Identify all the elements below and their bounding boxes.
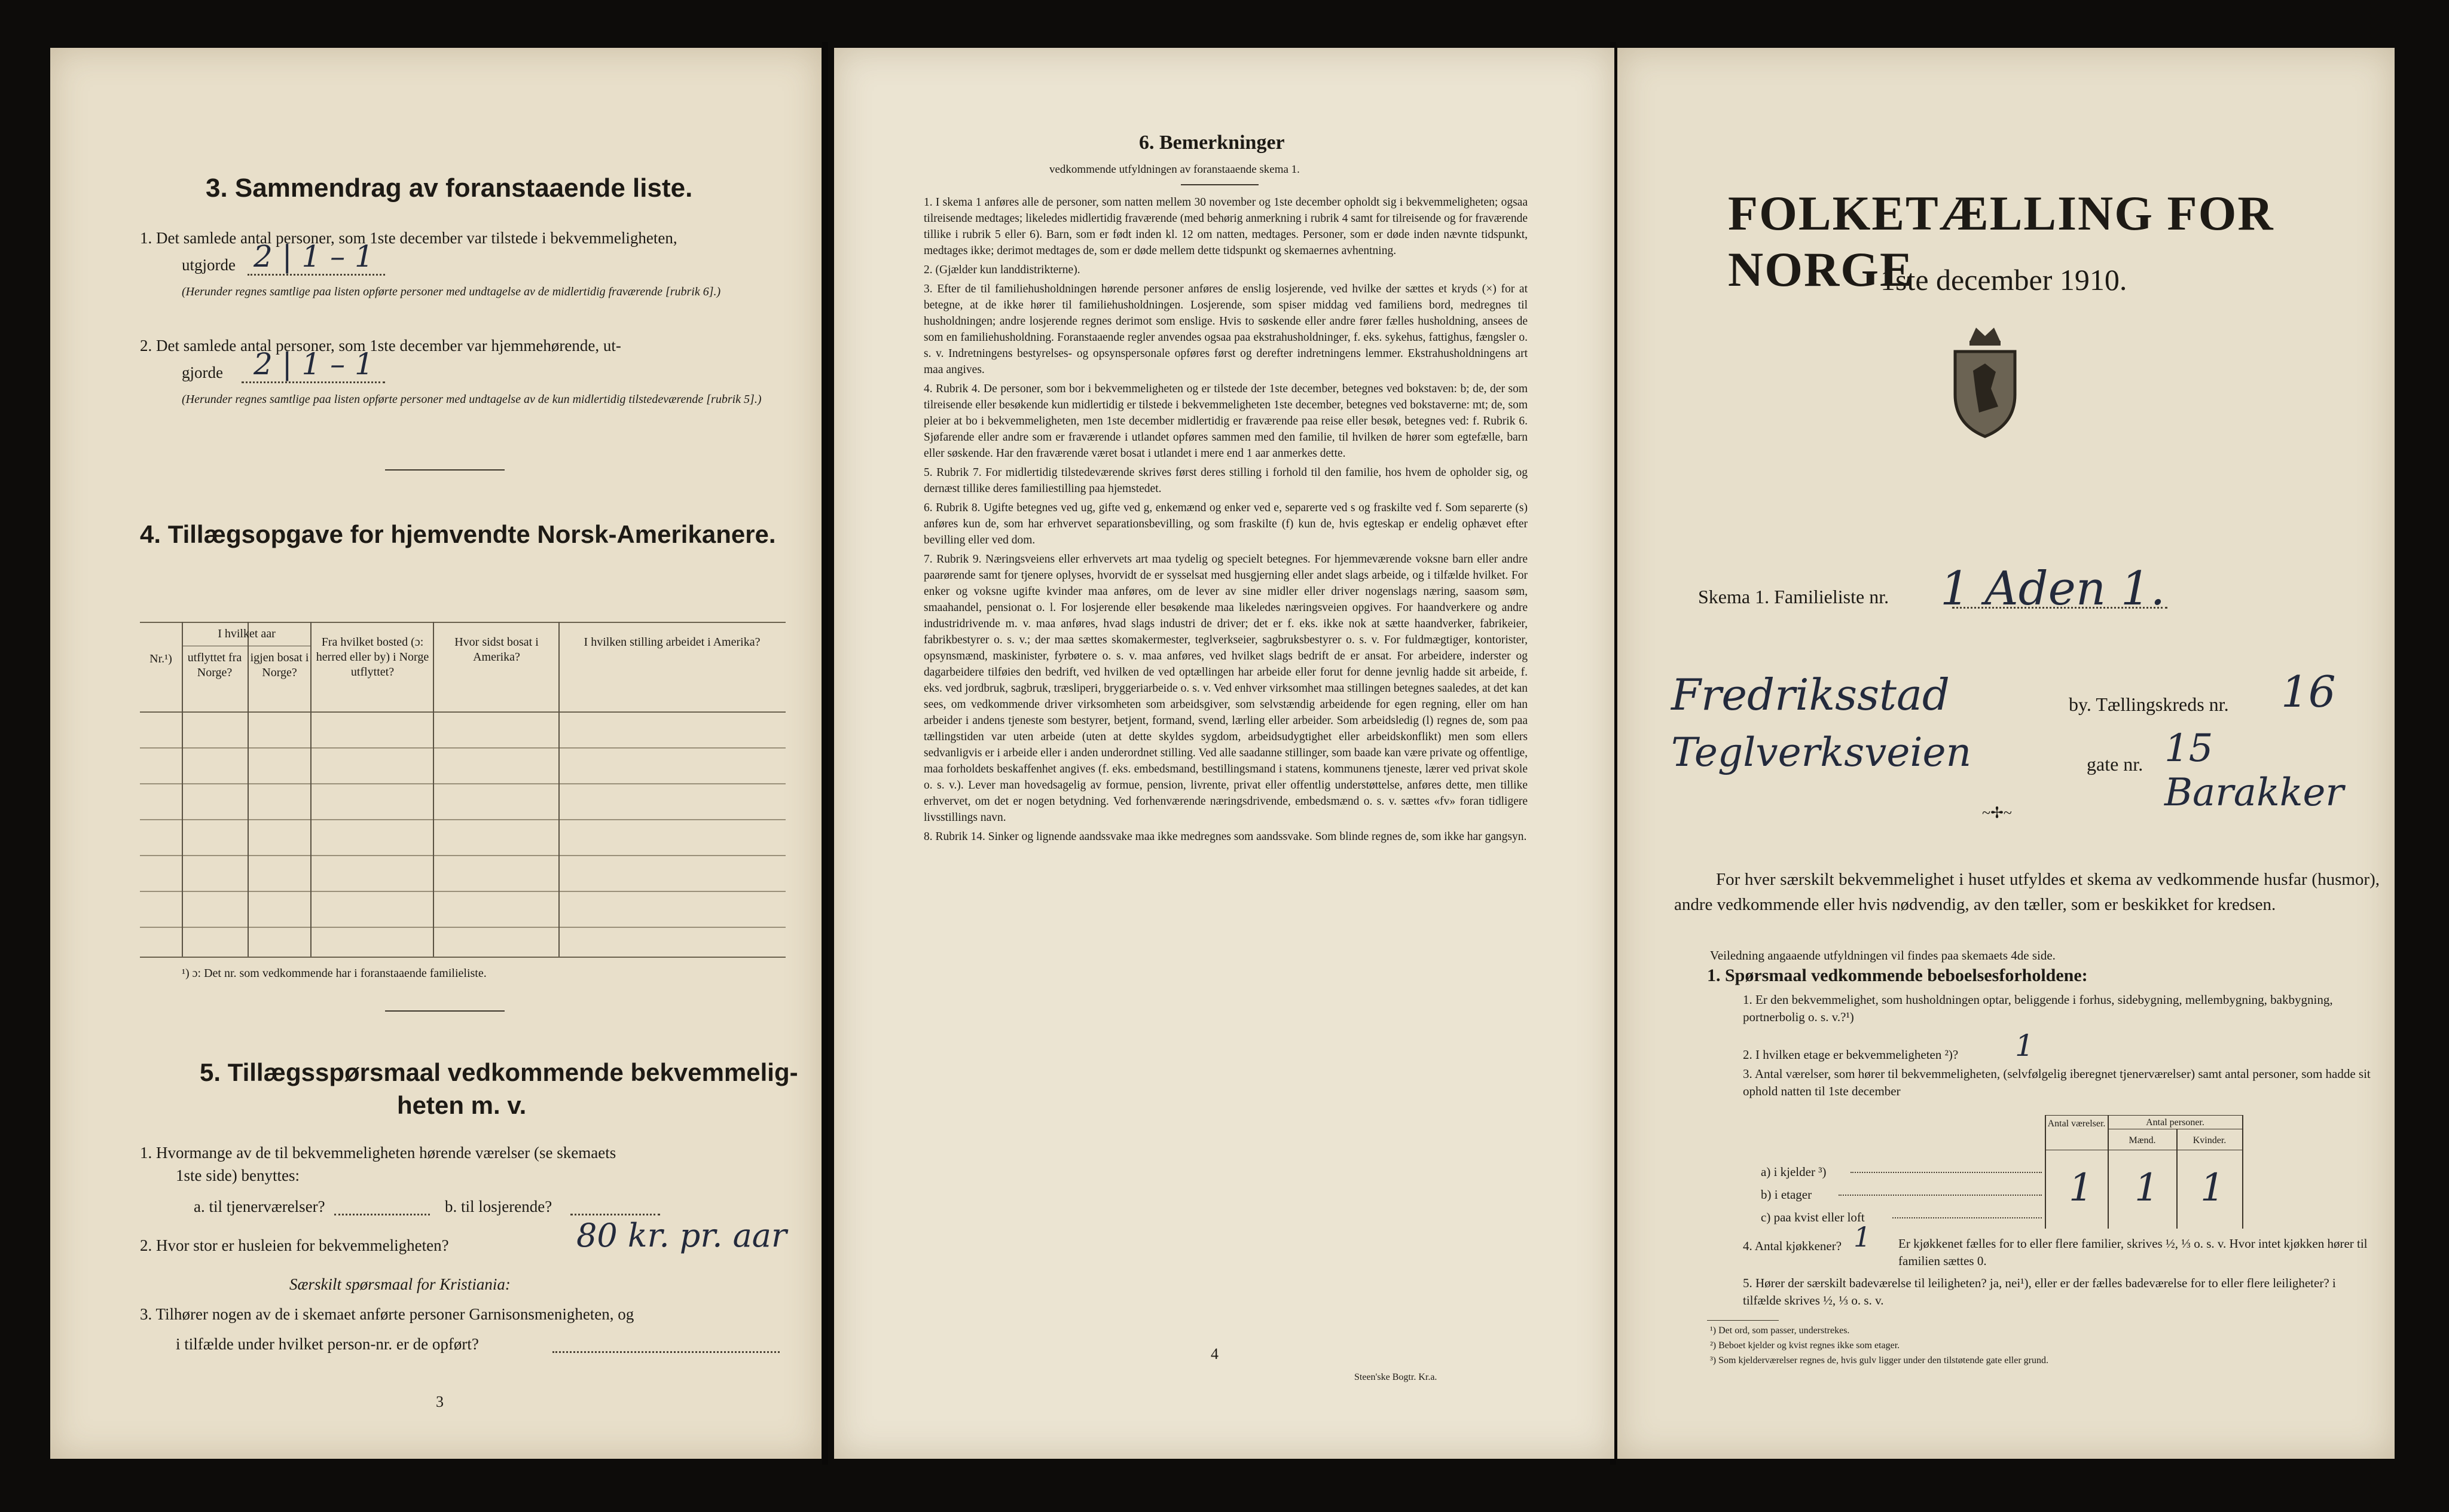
table-rule — [140, 957, 786, 958]
handwritten-rent: 80 kr. pr. aar — [576, 1217, 787, 1254]
gate-label: gate nr. — [2087, 753, 2143, 775]
sec5-q2: 2. Hvor stor er husleien for bekvemmeligheten? — [140, 1236, 449, 1254]
q5: 5. Hører der særskilt badeværelse til leiligheten? ja, nei¹), eller er der fælles badeværelse for to eller flere leiligheter? i tilfælde skrives ½, ⅓ o. s. v. — [1743, 1276, 2336, 1308]
table-rule — [140, 927, 786, 928]
remark-item: 5. Rubrik 7. For midlertidig tilstedeværende skrives først deres stilling i forhold til den familie, hos hvem de opholder sig, og dernæst tillike deres familiestilling paa hjemstedet. — [924, 466, 1528, 495]
remark-item: 6. Rubrik 8. Ugifte betegnes ved ug, gifte ved g, enkemænd og enker ved e, separerte ved s og fraskilte ved f. Som separerte (s) anføres kun de, som har erhvervet separationsbevilling, og som fraskilte (f) kun de, hvis egteskap er endelig ophævet efter bevilling eller ved dom. — [924, 502, 1528, 546]
sec3-line1b: utgjorde — [182, 256, 236, 274]
table-rule — [2045, 1115, 2242, 1116]
page-4 — [834, 48, 1614, 1459]
section-5-title-2: heten m. v. — [397, 1091, 527, 1119]
remark-item: 4. Rubrik 4. De personer, som bor i bekvemmeligheten og er tilstede der 1ste december, betegnes ved bokstaven: b; de, der som tilreisende eller besøkende kun midlertidig er tilstede i bekvemmeligheten 1ste december, betegnes ved bokstaverne: mt; de, som pleier at bo i bekvemmeligheten, men 1ste december midlertidig er fraværende paa reise eller besøk, betegnes ved: f. Rubrik 6. Sjøfarende eller andre som er fraværende i utlandet opføres sammen med den familie, til hvilken de hører som egtefælle, barn eller søskende. Har den fraværende været bosat i utlandet i mere end 1 aar anmerkes dette. — [924, 383, 1528, 460]
footnote-3: ³) Som kjelderværelser regnes de, hvis gulv ligger under den tilstøtende gate eller grund. — [1710, 1355, 2048, 1366]
sec5-q3b: i tilfælde under hvilket person-nr. er de opført? — [176, 1335, 479, 1353]
by-label: by. Tællingskreds nr. — [2069, 694, 2229, 715]
table-rule — [140, 622, 786, 623]
handwritten-gate-nr: 15 Barakker — [2164, 726, 2344, 815]
sec3-note2: (Herunder regnes samtlige paa listen opførte personer med undtagelse av de kun midlertidig tilstedeværende [rubrik 5].) — [182, 393, 762, 406]
handwritten-floor: 1 — [2015, 1028, 2034, 1063]
row-cellar: a) i kjelder ³) — [1761, 1165, 1827, 1179]
q4: 4. Antal kjøkkener? — [1743, 1239, 1842, 1253]
remark-item: 2. (Gjælder kun landdistrikterne). — [924, 264, 1080, 276]
sec3-line2b: gjorde — [182, 364, 223, 381]
th-nr: Nr.¹) — [149, 652, 172, 665]
th-women: Kvinder. — [2193, 1135, 2227, 1146]
skema-label: Skema 1. Familieliste nr. — [1698, 586, 1889, 607]
answer-line — [1892, 1217, 2042, 1218]
handwritten-list-nr: 1 Aden 1. — [1940, 562, 2166, 616]
th-rooms: Antal værelser. — [2047, 1119, 2106, 1129]
answer-line — [242, 381, 385, 383]
handwritten-rooms: 1 — [2069, 1166, 2093, 1210]
th-from: Fra hvilket bosted (ɔ: herred eller by) i Norge utflyttet? — [316, 636, 429, 679]
page-1 — [1617, 48, 2395, 1459]
table-col — [2045, 1115, 2046, 1229]
q2: 2. I hvilken etage er bekvemmeligheten ²)? — [1743, 1047, 1959, 1062]
remark-item: 7. Rubrik 9. Næringsveiens eller erhvervets art maa tydelig og specielt betegnes. For hjemmeværende voksne barn eller andre paarørende samt for tjenere oplyses, hvorvidt de er sysselsat med husgjerning eller andet slags arbeide, og i tilfælde hvilket. For enker og voksne ugifte kvinder maa anføres, om de lever av sine midler eller driver nogenslags næring, saasom søm, smaahandel, pensionat o. l. For losjerende eller besøkende maa likeledes næringsveien opgives. For haandverkere og andre industridrivende m. v. maa anføres, hvad slags industri de driver; det er f. eks. ikke nok at sætte haandverker, fabrikeier, fabrikbestyrer o. s. v.; der maa sættes skomakermester, teglverkseier, sagbruksbestyrer o. s. v. For fuldmægtiger, kontorister, opsynsmænd, maskinister, fyrbøtere o. s. v. maa anføres, ved hvilket slags bedrift de er ansat. For arbeidere, inderster og dagarbeidere tilføies den bedrift, ved hvilken de ved optællingen har arbeide eller forut for denne jevnlig hadde sit arbeide, f. eks. ved jordbruk, sagbruk, træsliperi, bryggeriarbeide o. s. v. Ved enhver virksomhet maa stillingen betegnes saaledes, at det kan sees, om vedkommende driver virksomheten som arbeidsgiver, som selvstændig arbeidende for egen regning, eller om han arbeider i andens tjeneste som bestyrer, betjent, formand, svend, lærling eller arbeider. Som arbeidsledig (l) regnes de, som paa tællingstiden var uten arbeide (uten at dette skyldes sygdom, arbeidsudygtighet eller arbeidskonflikt) men som ellers sedvanligvis er i arbeide eller i anden underordnet stilling. Ved alle saadanne stillinger, som baade kan være private og offentlige, maa forholdets beskaffenhet angives (f. eks. embedsmand, bestillingsmand i statens, kommunens tjeneste, lærer ved privat skole o. s. v.). Lever man hovedsagelig av formue, pension, livrente, privat eller offentlig understøttelse, anføres dette, men tillike erhvervet, om det er nogen betydning. Ved forhenværende næringsdrivende, embedsmænd o. s. v. sættes «fv» foran tidligere livsstillings navn. — [924, 553, 1528, 824]
table-col — [2242, 1115, 2243, 1229]
remark-item: 8. Rubrik 14. Sinker og lignende aandssvake maa ikke medregnes som aandssvake. Som blinde regnes de, som ikke har gangsyn. — [924, 830, 1527, 843]
coat-of-arms-icon — [1943, 323, 2027, 442]
answer-line — [248, 274, 385, 276]
guide-text: Veiledning angaaende utfyldningen vil findes paa skemaets 4de side. — [1710, 948, 2056, 963]
q4-note: Er kjøkkenet fælles for to eller flere familier, skrives ½, ⅓ o. s. v. Hvor intet kjøkken hører til familien sættes 0. — [1898, 1236, 2368, 1268]
th-year-group: I hvilket aar — [218, 627, 276, 640]
sec3-line1: 1. Det samlede antal personer, som 1ste december var tilstede i bekvemmeligheten, — [140, 229, 677, 247]
th-emigrated: utflyttet fra Norge? — [187, 651, 242, 679]
th-returned: igjen bosat i Norge? — [250, 651, 309, 679]
sec5-q1: 1. Hvormange av de til bekvemmeligheten hørende værelser (se skemaets — [140, 1144, 616, 1162]
footnote-2: ²) Beboet kjelder og kvist regnes ikke som etager. — [1710, 1340, 1900, 1351]
page-3 — [50, 48, 822, 1459]
row-floors: b) i etager — [1761, 1187, 1812, 1202]
divider — [1707, 1320, 1779, 1321]
divider — [385, 469, 505, 471]
remarks-subtitle: vedkommende utfyldningen av foranstaaende skema 1. — [1049, 163, 1300, 176]
divider — [1181, 184, 1259, 185]
q3: 3. Antal værelser, som hører til bekvemmeligheten, (selvfølgelig iberegnet tjenerværelser) samt antal personer, som hadde sit ophold natten til 1ste december — [1743, 1067, 2371, 1098]
sec5-q1b: 1ste side) benyttes: — [176, 1166, 300, 1184]
table-rule — [140, 891, 786, 892]
intro-text: For hver særskilt bekvemmelighet i huset utfyldes et skema av vedkommende husfar (husmor), andre vedkommende eller hvis nødvendig, av den tæller, som er beskikket for kredsen. — [1674, 870, 2380, 914]
printer-mark: Steen'ske Bogtr. Kr.a. — [1354, 1372, 1437, 1382]
q1: 1. Er den bekvemmelighet, som husholdningen optar, beliggende i forhus, sidebygning, mellembygning, bakbygning, portnerbolig o. s. v.?¹) — [1743, 992, 2333, 1024]
fold-seam — [822, 42, 828, 1465]
answer-line — [334, 1214, 430, 1215]
handwritten-women: 1 — [2200, 1166, 2225, 1210]
th-last: Hvor sidst bosat i Amerika? — [454, 636, 539, 664]
table-col — [558, 622, 560, 957]
answer-line — [570, 1214, 660, 1215]
page-number: 4 — [1211, 1345, 1219, 1363]
remarks-title: 6. Bemerkninger — [1139, 132, 1285, 154]
sec4-footnote: ¹) ɔ: Det nr. som vedkommende har i foranstaaende familieliste. — [182, 967, 487, 980]
th-persons: Antal personer. — [2146, 1117, 2204, 1128]
sec5-special: Særskilt spørsmaal for Kristiania: — [289, 1275, 511, 1293]
section-5-title-1: 5. Tillægsspørsmaal vedkommende bekvemmelig- — [200, 1058, 798, 1086]
ornament-icon: ~✢~ — [1982, 804, 2012, 821]
sec5-q1a: a. til tjenerværelser? — [194, 1198, 325, 1215]
table-rule — [140, 855, 786, 856]
page-number: 3 — [436, 1393, 444, 1410]
table-col — [2108, 1115, 2109, 1229]
handwritten-men: 1 — [2135, 1166, 2159, 1210]
handwritten-street: Teglverksveien — [1671, 729, 1972, 775]
section-3-title: 3. Sammendrag av foranstaaende liste. — [206, 173, 693, 203]
sec3-line2: 2. Det samlede antal personer, som 1ste december var hjemmehørende, ut- — [140, 337, 621, 355]
sec3-note1: (Herunder regnes samtlige paa listen opførte personer med undtagelse av de midlertidig fraværende [rubrik 6].) — [182, 285, 721, 298]
handwritten-present: 2 | 1 – 1 — [254, 239, 374, 274]
divider — [385, 1010, 505, 1012]
answer-line — [1839, 1195, 2042, 1196]
answer-line — [1851, 1172, 2042, 1173]
table-col — [433, 622, 434, 957]
section-4-title: 4. Tillægsopgave for hjemvendte Norsk-Amerikanere. — [140, 520, 776, 548]
footnote-1: ¹) Det ord, som passer, understrekes. — [1710, 1325, 1850, 1336]
handwritten-kreds: 16 — [2281, 667, 2336, 717]
table-col — [310, 622, 312, 957]
sec5-q1bb: b. til losjerende? — [445, 1198, 552, 1215]
table-rule — [140, 711, 786, 713]
handwritten-city: Fredriksstad — [1671, 670, 1950, 720]
table-rule — [140, 819, 786, 820]
questions-heading: 1. Spørsmaal vedkommende beboelsesforholdene: — [1707, 966, 2088, 985]
row-attic: c) paa kvist eller loft — [1761, 1210, 1865, 1224]
form-date: 1ste december 1910. — [1880, 263, 2127, 297]
table-rule — [140, 747, 786, 749]
form-title: FOLKETÆLLING FOR NORGE — [1728, 186, 2274, 297]
th-men: Mænd. — [2129, 1135, 2156, 1146]
sec5-q3: 3. Tilhører nogen av de i skemaet anførte personer Garnisonsmenigheten, og — [140, 1305, 634, 1323]
remark-item: 1. I skema 1 anføres alle de personer, som natten mellem 30 november og 1ste december opholdt sig i bekvemmeligheten; ogsaa tilreisende medtages; likeledes midlertidig fraværende (med behørig anmerkning i rubrik 4 samt for tilreisende og for fraværende tillike i rubrik 5 eller 6). Barn, som er født inden kl. 12 om natten, medtages. Personer, som er døde inden nævnte tidspunkt, medtages ikke; derimot medtages de, som er døde mellem dette tidspunkt og skemaernes avhentning. — [924, 196, 1528, 257]
th-job: I hvilken stilling arbeidet i Amerika? — [584, 636, 761, 649]
remark-item: 3. Efter de til familiehusholdningen hørende personer anføres de enslig losjerende, ved hvilke der sættes et kryds (×) for at betegne, at de ikke hører til familiehusholdningen. Losjerende, som spiser middag ved familiens bord, medregnes til husholdningen; andre losjerende regnes derimot som enslige. Hvis to søskende eller andre fører fælles husholdning, ansees de som en familiehusholdning. Foranstaaende regler anvendes ogsaa paa ekstrahusholdninger, f. eks. sykehus, fattighus, fængsler o. s. v. Indretningens bestyrelses- og opsynspersonale opføres først og derefter indretningens lemmer. Ekstrahusholdningens art maa angives. — [924, 283, 1528, 376]
table-rule — [140, 783, 786, 784]
handwritten-kitchens: 1 — [1853, 1221, 1871, 1253]
handwritten-resident: 2 | 1 – 1 — [254, 347, 374, 381]
answer-line — [552, 1351, 780, 1353]
remarks-list — [924, 194, 1528, 848]
